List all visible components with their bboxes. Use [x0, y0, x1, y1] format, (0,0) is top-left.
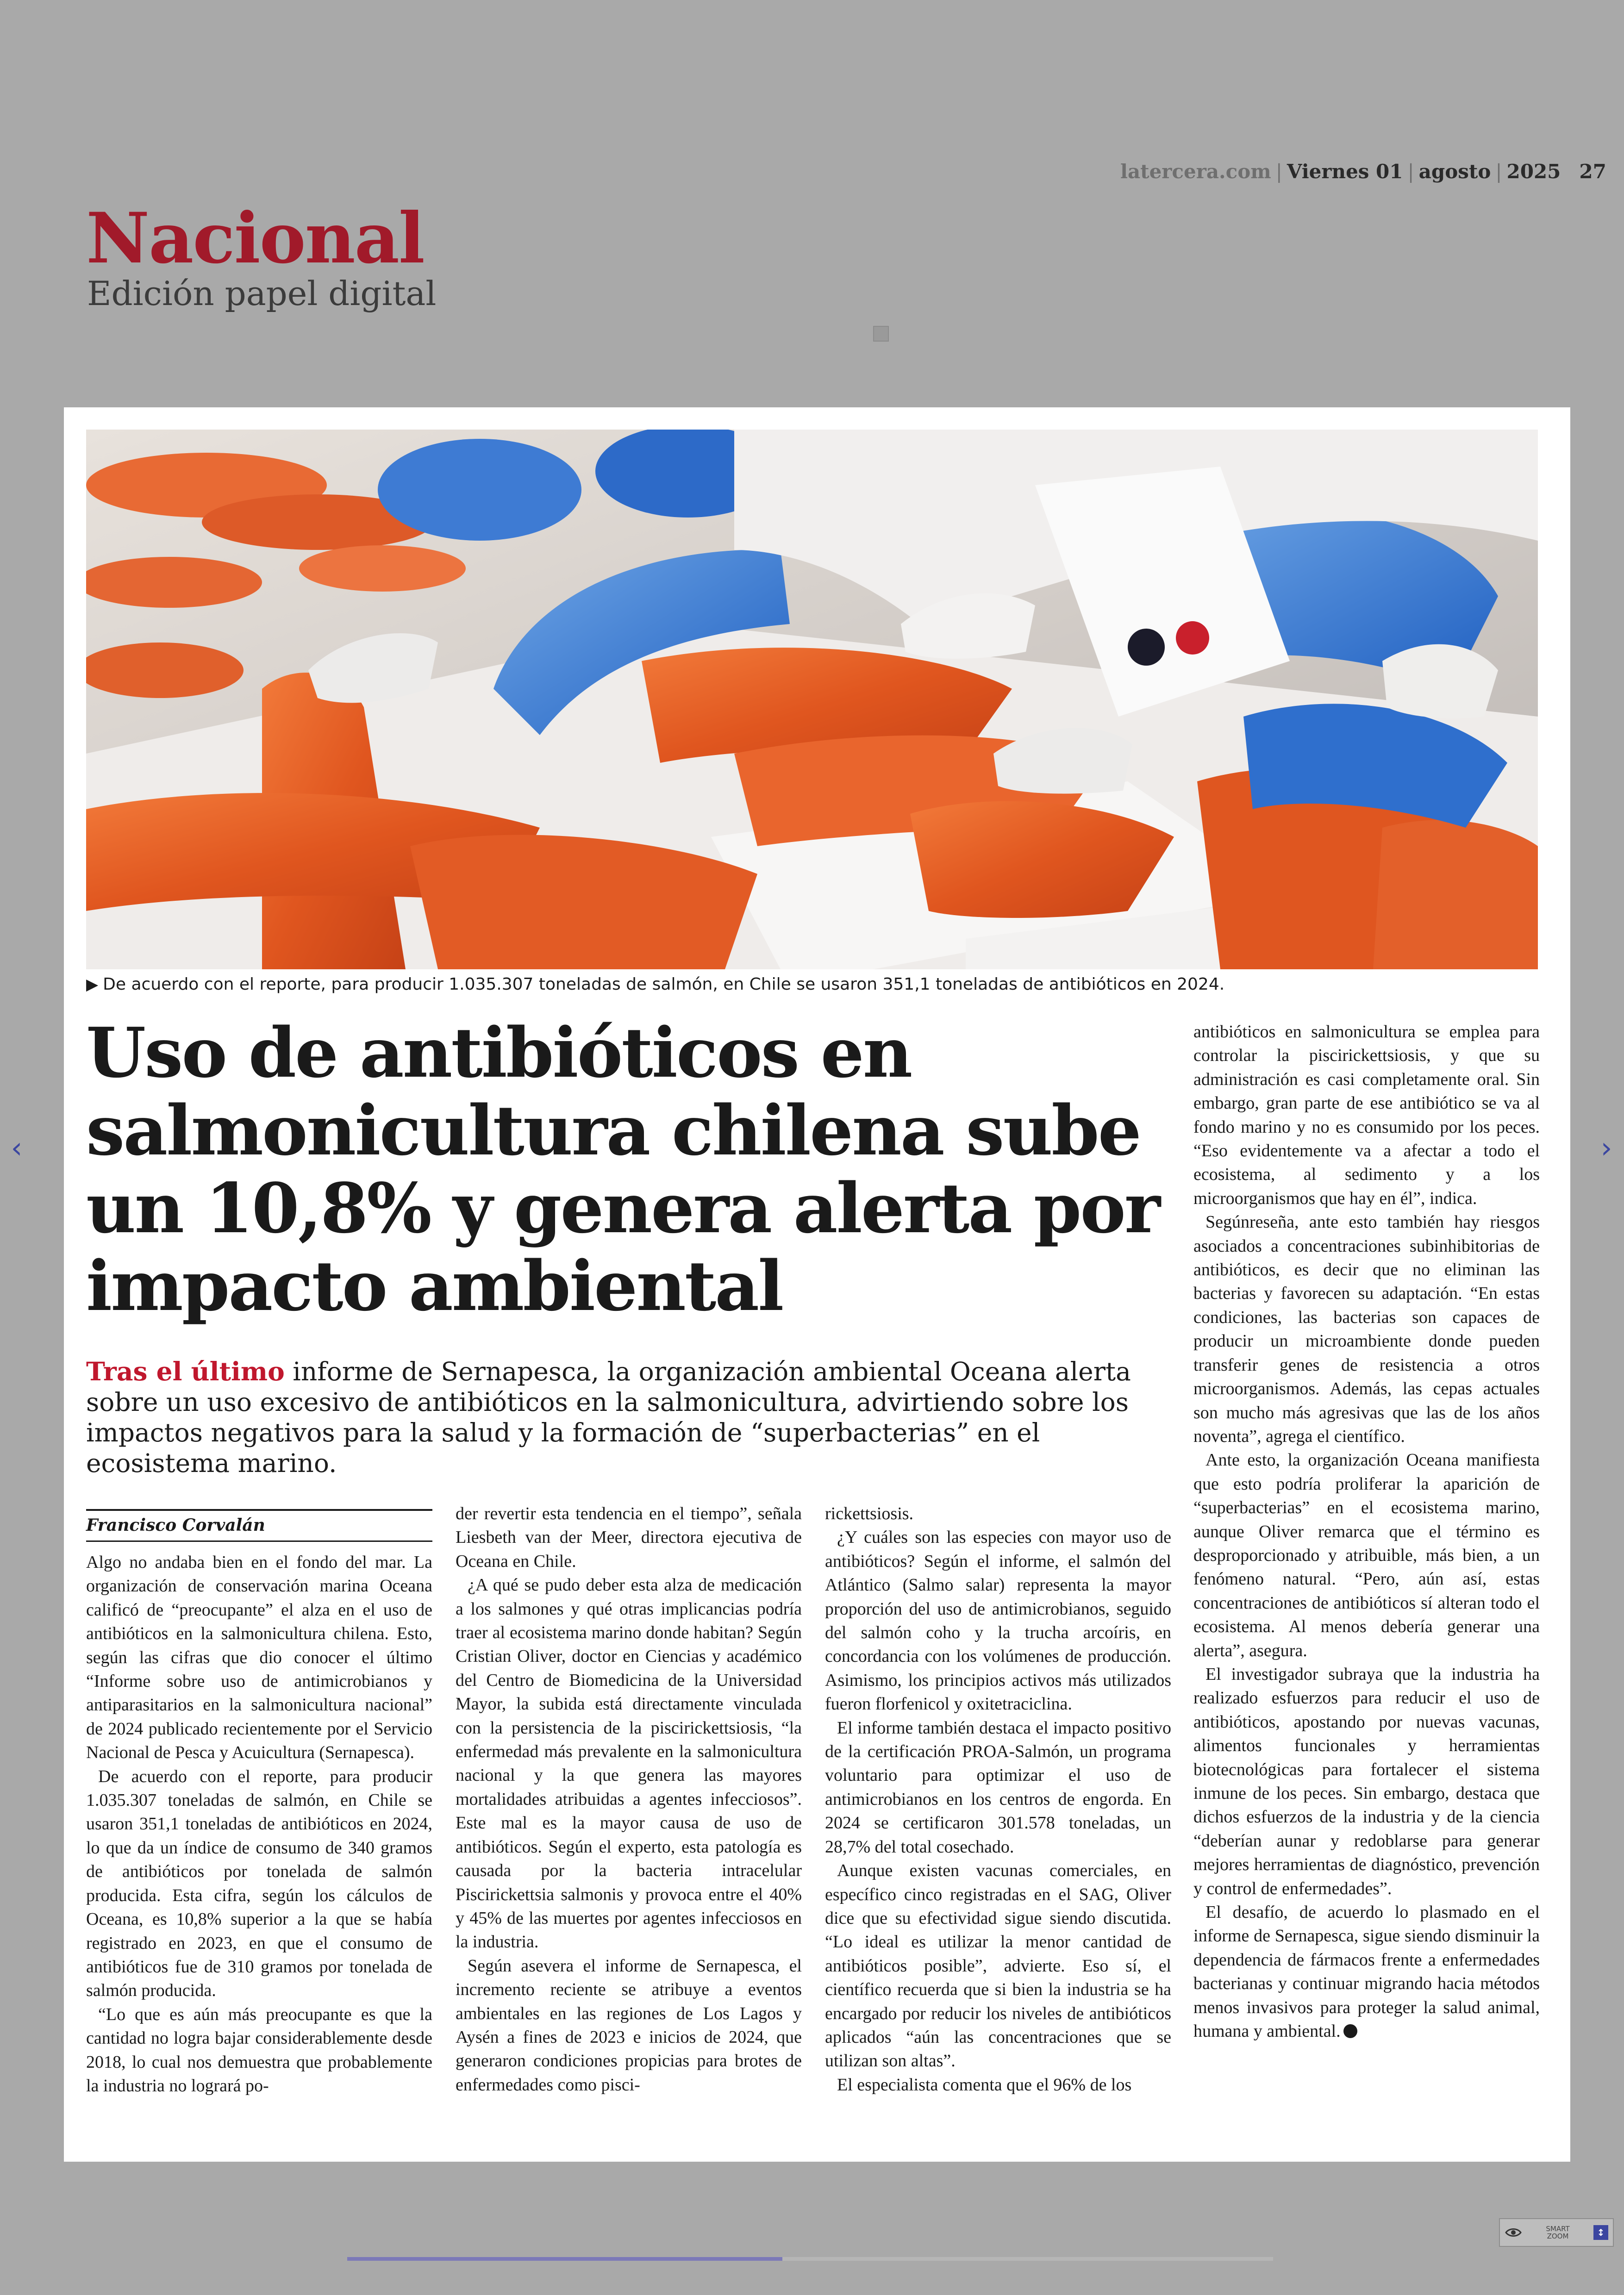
article-headline: Uso de antibióticos en salmonicultura chilena sube un 10,8% y genera alerta por impacto ambiental: [86, 1012, 1159, 1326]
smart-zoom-button[interactable]: [1499, 2218, 1614, 2247]
article-column-4: [1193, 1020, 1540, 2043]
paragraph: antibióticos en salmonicultura se emplea para controlar la piscirickettsiosis, y que su administración es casi completamente oral. Sin embargo, gran parte de ese antibiótico se va al fondo marino y no es consumido por los peces. “Eso evidentemente va a afectar a todo el ecosistema, al sedimento y a los microorganismos que hay en él”, indica.: [1193, 1022, 1540, 1208]
newspaper-page: [64, 407, 1570, 2162]
next-page-button[interactable]: ›: [1600, 1131, 1612, 1165]
paragraph: rickettsiosis.: [825, 1504, 914, 1523]
caption-arrow-icon: ▶: [86, 975, 99, 994]
eye-icon: [1505, 2224, 1522, 2241]
page-progress-fill: [347, 2257, 782, 2261]
paragraph: ¿Y cuáles son las especies con mayor uso de antibióticos? Según el informe, el salmón del Atlántico (Salmo salar) representa la mayor proporción del uso de antimicrobianos, seguido del salmón coho y la trucha arcoíris, en concordancia con los volúmenes de producción. Asimismo, los principios activos más utilizados fueron florfenicol y oxitetraciclina.: [825, 1528, 1171, 1714]
article-lede: [86, 1356, 1151, 1478]
article-column-1: [86, 1551, 432, 2098]
site-name: latercera.com: [1120, 160, 1271, 183]
date-day: Viernes 01: [1287, 160, 1403, 183]
byline: Francisco Corvalán: [86, 1509, 432, 1542]
article-column-3: [825, 1502, 1171, 2097]
smart-zoom-label: SMART ZOOM: [1546, 2225, 1570, 2240]
lede-text: informe de Sernapesca, la organización ambiental Oceana alerta sobre un uso excesivo de antibióticos en la salmonicultura, advirtiendo sobre los impactos negativos para la salud y la formación de “superbacterias” en el ecosistema marino.: [86, 1357, 1131, 1478]
paragraph: Algo no andaba bien en el fondo del mar. La organización de conservación marina Oceana calificó de “preocupante” el alza en el uso de antibióticos en la salmonicultura chilena. Esto, según las cifras que dio conocer el último “Informe sobre uso de antimicrobianos y antiparasitarios en la salmonicultura nacional” de 2024 publicado recientemente por el Servicio Nacional de Pesca y Acuicultura (Sernapesca).: [86, 1553, 432, 1763]
paragraph-text: El desafío, de acuerdo lo plasmado en el informe de Sernapesca, sigue siendo disminuir la dependencia de fármacos frente a enfermedades bacterianas y continuar migrando hacia métodos menos invasivos para proteger la salud animal, humana y ambiental.: [1193, 1902, 1540, 2041]
paragraph: El investigador subraya que la industria ha realizado esfuerzos para reducir el uso de antibióticos, apostando por nuevas vacunas, alimentos funcionales y herramientas biotecnológicas para fortalecer el sistema inmune de los peces. Sin embargo, destaca que dichos esfuerzos de la industria y de la ciencia “deberían aunar y redoblarse para generar mejores herramientas de diagnóstico, prevención y control de enfermedades”.: [1193, 1664, 1540, 1898]
page-marker-icon: [873, 326, 889, 342]
date-year: 2025: [1506, 160, 1561, 183]
salmon-processing-photo: [86, 430, 1538, 969]
page-progress-bar[interactable]: [347, 2257, 1273, 2261]
separator: |: [1495, 160, 1502, 183]
lede-lead-in: Tras el último: [86, 1356, 285, 1386]
paragraph: “Lo que es aún más preocupante es que la cantidad no logra bajar considerablemente desde 2018, lo cual nos demuestra que probablemente la industria no logrará po-: [86, 2004, 432, 2095]
separator: |: [1275, 160, 1282, 183]
paragraph: ¿A qué se pudo deber esta alza de medicación a los salmones y qué otras implicancias podría traer al ecosistema marino donde habitan? Según Cristian Oliver, doctor en Ciencias y académico del Centro de Biomedicina de la Universidad Mayor, la subida está directamente vinculada con la persistencia de la piscirickettsiosis, “la enfermedad más prevalente en la salmonicultura nacional y la que genera las mayores mortalidades atribuidas a agentes infecciosos”. Este mal es la mayor causa de uso de antibióticos. Según el experto, esta patología es causada por la bacteria intracelular Piscirickettsia salmonis y provoca entre el 40% y 45% de las muertes por agentes infecciosos en la industria.: [456, 1575, 802, 1952]
paragraph: Segúnreseña, ante esto también hay riesgos asociados a concentraciones subinhibitorias de antibióticos, es decir que no eliminan las bacterias y favorecen su adaptación. “En estas condiciones, las bacterias son capaces de producir un microambiente donde pueden transferir genes de resistencia a otros microorganismos. Además, las cepas actuales son mucho más agresivas que las de los años noventa”, agrega el científico.: [1193, 1212, 1540, 1446]
previous-page-button[interactable]: ‹: [11, 1131, 23, 1165]
section-title: Nacional: [86, 198, 424, 279]
separator: |: [1407, 160, 1414, 183]
paragraph: Aunque existen vacunas comerciales, en específico cinco registradas en el SAG, Oliver dice que su efectividad sigue siendo discutida. “Lo ideal es utilizar la menor cantidad de antibióticos posible”, advierte. Eso sí, el científico recuerda que si bien la industria se ha encargado por reducir los niveles de antibióticos aplicados “aún las concentraciones que se utilizan son altas”.: [825, 1861, 1171, 2071]
page-number: 27: [1579, 160, 1606, 183]
article-column-2: [456, 1502, 802, 2097]
paragraph: Ante esto, la organización Oceana manifiesta que esto podría proliferar la aparición de “superbacterias” en el ecosistema marino, aunque Oliver remarca que el término es desproporcionado y atribuible, más bien, a un fenómeno natural. “Pero, aún así, estas concentraciones de antibióticos sí alteran todo el ecosistema. Al menos debería generar una alerta”, asegura.: [1193, 1450, 1540, 1660]
caption-text: De acuerdo con el reporte, para producir 1.035.307 toneladas de salmón, en Chile se usaron 351,1 toneladas de antibióticos en 2024.: [103, 975, 1225, 994]
date-month: agosto: [1418, 160, 1491, 183]
photo-caption: [86, 975, 1538, 994]
zoom-toggle-icon: ↕: [1593, 2225, 1608, 2240]
paragraph: El informe también destaca el impacto positivo de la certificación PROA-Salmón, un programa voluntario para optimizar el uso de antimicrobianos en los centros de engorda. En 2024 se certificaron 301.578 toneladas, un 28,7% del total cosechado.: [825, 1718, 1171, 1857]
paragraph: der revertir esta tendencia en el tiempo”, señala Liesbeth van der Meer, directora ejecutiva de Oceana en Chile.: [456, 1504, 802, 1571]
page-date-line: [1120, 160, 1606, 183]
paragraph: De acuerdo con el reporte, para producir 1.035.307 toneladas de salmón, en Chile se usaron 351,1 toneladas de antibióticos en 2024, lo que da un índice de consumo de 340 gramos de antibióticos por tonelada de salmón producida. Esta cifra, según los cálculos de Oceana, es 10,8% superior a la que se había registrado en 2023, en que el consumo de antibióticos fue de 310 gramos por tonelada de salmón producida.: [86, 1766, 432, 2001]
paragraph: Según asevera el informe de Sernapesca, el incremento reciente se atribuye a eventos ambientales en las regiones de Los Lagos y Aysén a fines de 2023 e inicios de 2024, que generaron condiciones propicias para brotes de enfermedades como pisci-: [456, 1956, 802, 2095]
edition-subtitle: Edición papel digital: [87, 274, 437, 313]
paragraph: El especialista comenta que el 96% de los: [837, 2075, 1132, 2095]
end-mark-icon: [1343, 2024, 1357, 2038]
final-paragraph: [1193, 1901, 1540, 2043]
